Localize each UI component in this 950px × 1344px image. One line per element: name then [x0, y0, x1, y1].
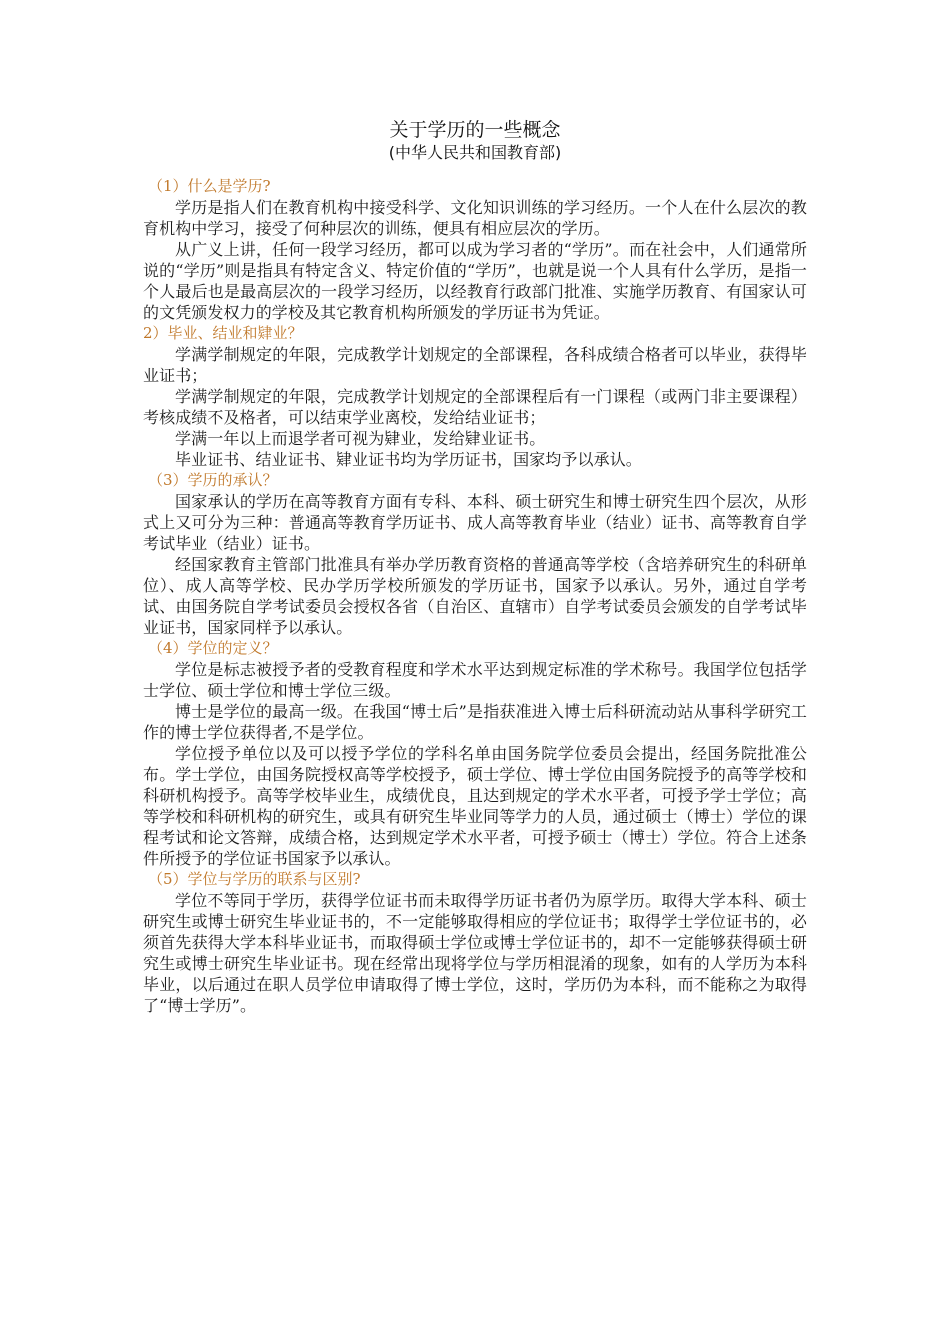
paragraph: 学位授予单位以及可以授予学位的学科名单由国务院学位委员会提出，经国务院批准公布。学士学位，由国务院授权高等学校授予，硕士学位、博士学位由国务院授予的高等学校和科研机构授予。高等学校毕业生，成绩优良，且达到规定的学术水平者，可授予学士学位；高等学校和科研机构的研究生，或具有研究生毕业同等学力的人员，通过硕士（博士）学位的课程考试和论文答辩，成绩合格，达到规定学术水平者，可授予硕士（博士）学位。符合上述条件所授予的学位证书国家予以承认。: [143, 744, 807, 868]
paragraph: 学历是指人们在教育机构中接受科学、文化知识训练的学习经历。一个人在什么层次的教育机构中学习，接受了何种层次的训练，便具有相应层次的学历。: [143, 198, 807, 238]
paragraph: 从广义上讲，任何一段学习经历，都可以成为学习者的“学历”。而在社会中，人们通常所说的“学历”则是指具有特定含义、特定价值的“学历”，也就是说一个人具有什么学历，是指一个人最后也是最高层次的一段学习经历，以经教育行政部门批准、实施学历教育、有国家认可的文凭颁发权力的学校及其它教育机构所颁发的学历证书为凭证。: [143, 240, 807, 322]
paragraph: 国家承认的学历在高等教育方面有专科、本科、硕士研究生和博士研究生四个层次，从形式上又可分为三种：普通高等教育学历证书、成人高等教育毕业（结业）证书、高等教育自学考试毕业（结业）证书。: [143, 492, 807, 553]
paragraph: 学位不等同于学历，获得学位证书而未取得学历证书者仍为原学历。取得大学本科、硕士研究生或博士研究生毕业证书的，不一定能够取得相应的学位证书；取得学士学位证书的，必须首先获得大学本科毕业证书，而取得硕士学位或博士学位证书的，却不一定能够获得硕士研究生或博士研究生毕业证书。现在经常出现将学位与学历相混淆的现象，如有的人学历为本科毕业，以后通过在职人员学位申请取得了博士学位，这时，学历仍为本科，而不能称之为取得了“博士学历”。: [143, 891, 807, 1015]
document-title: 关于学历的一些概念: [389, 119, 561, 141]
paragraph: 学位是标志被授予者的受教育程度和学术水平达到规定标准的学术称号。我国学位包括学士学位、硕士学位和博士学位三级。: [143, 660, 807, 700]
paragraph: 毕业证书、结业证书、肄业证书均为学历证书，国家均予以承认。: [175, 450, 642, 469]
section-degree-vs-xueli: [143, 869, 807, 1016]
section-heading: （3）学历的承认？: [148, 471, 278, 489]
section-heading: 2）毕业、结业和肄业？: [143, 324, 303, 342]
section-recognition: [143, 470, 807, 638]
document-subtitle: (中华人民共和国教育部): [388, 143, 562, 162]
paragraph: 学满学制规定的年限，完成教学计划规定的全部课程，各科成绩合格者可以毕业，获得毕业证书；: [143, 345, 807, 385]
section-what-is-xueli: [143, 176, 807, 323]
section-heading: （5）学位与学历的联系与区别?: [148, 870, 361, 888]
paragraph: 博士是学位的最高一级。在我国“博士后”是指获准进入博士后科研流动站从事科学研究工作的博士学位获得者,不是学位。: [143, 702, 807, 742]
section-heading: （1）什么是学历?: [148, 177, 271, 195]
paragraph: 学满学制规定的年限，完成教学计划规定的全部课程后有一门课程（或两门非主要课程）考核成绩不及格者，可以结束学业离校，发给结业证书；: [143, 387, 807, 427]
paragraph: 经国家教育主管部门批准具有举办学历教育资格的普通高等学校（含培养研究生的科研单位）、成人高等学校、民办学历学校所颁发的学历证书，国家予以承认。另外，通过自学考试、由国务院自学考试委员会授权各省（自治区、直辖市）自学考试委员会颁发的自学考试毕业证书，国家同样予以承认。: [143, 555, 807, 637]
section-degree-definition: [143, 638, 807, 869]
document-content: [143, 118, 807, 1016]
section-graduation-types: [143, 323, 807, 470]
section-heading: （4）学位的定义？: [148, 639, 278, 657]
paragraph: 学满一年以上而退学者可视为肄业，发给肄业证书。: [175, 429, 546, 448]
